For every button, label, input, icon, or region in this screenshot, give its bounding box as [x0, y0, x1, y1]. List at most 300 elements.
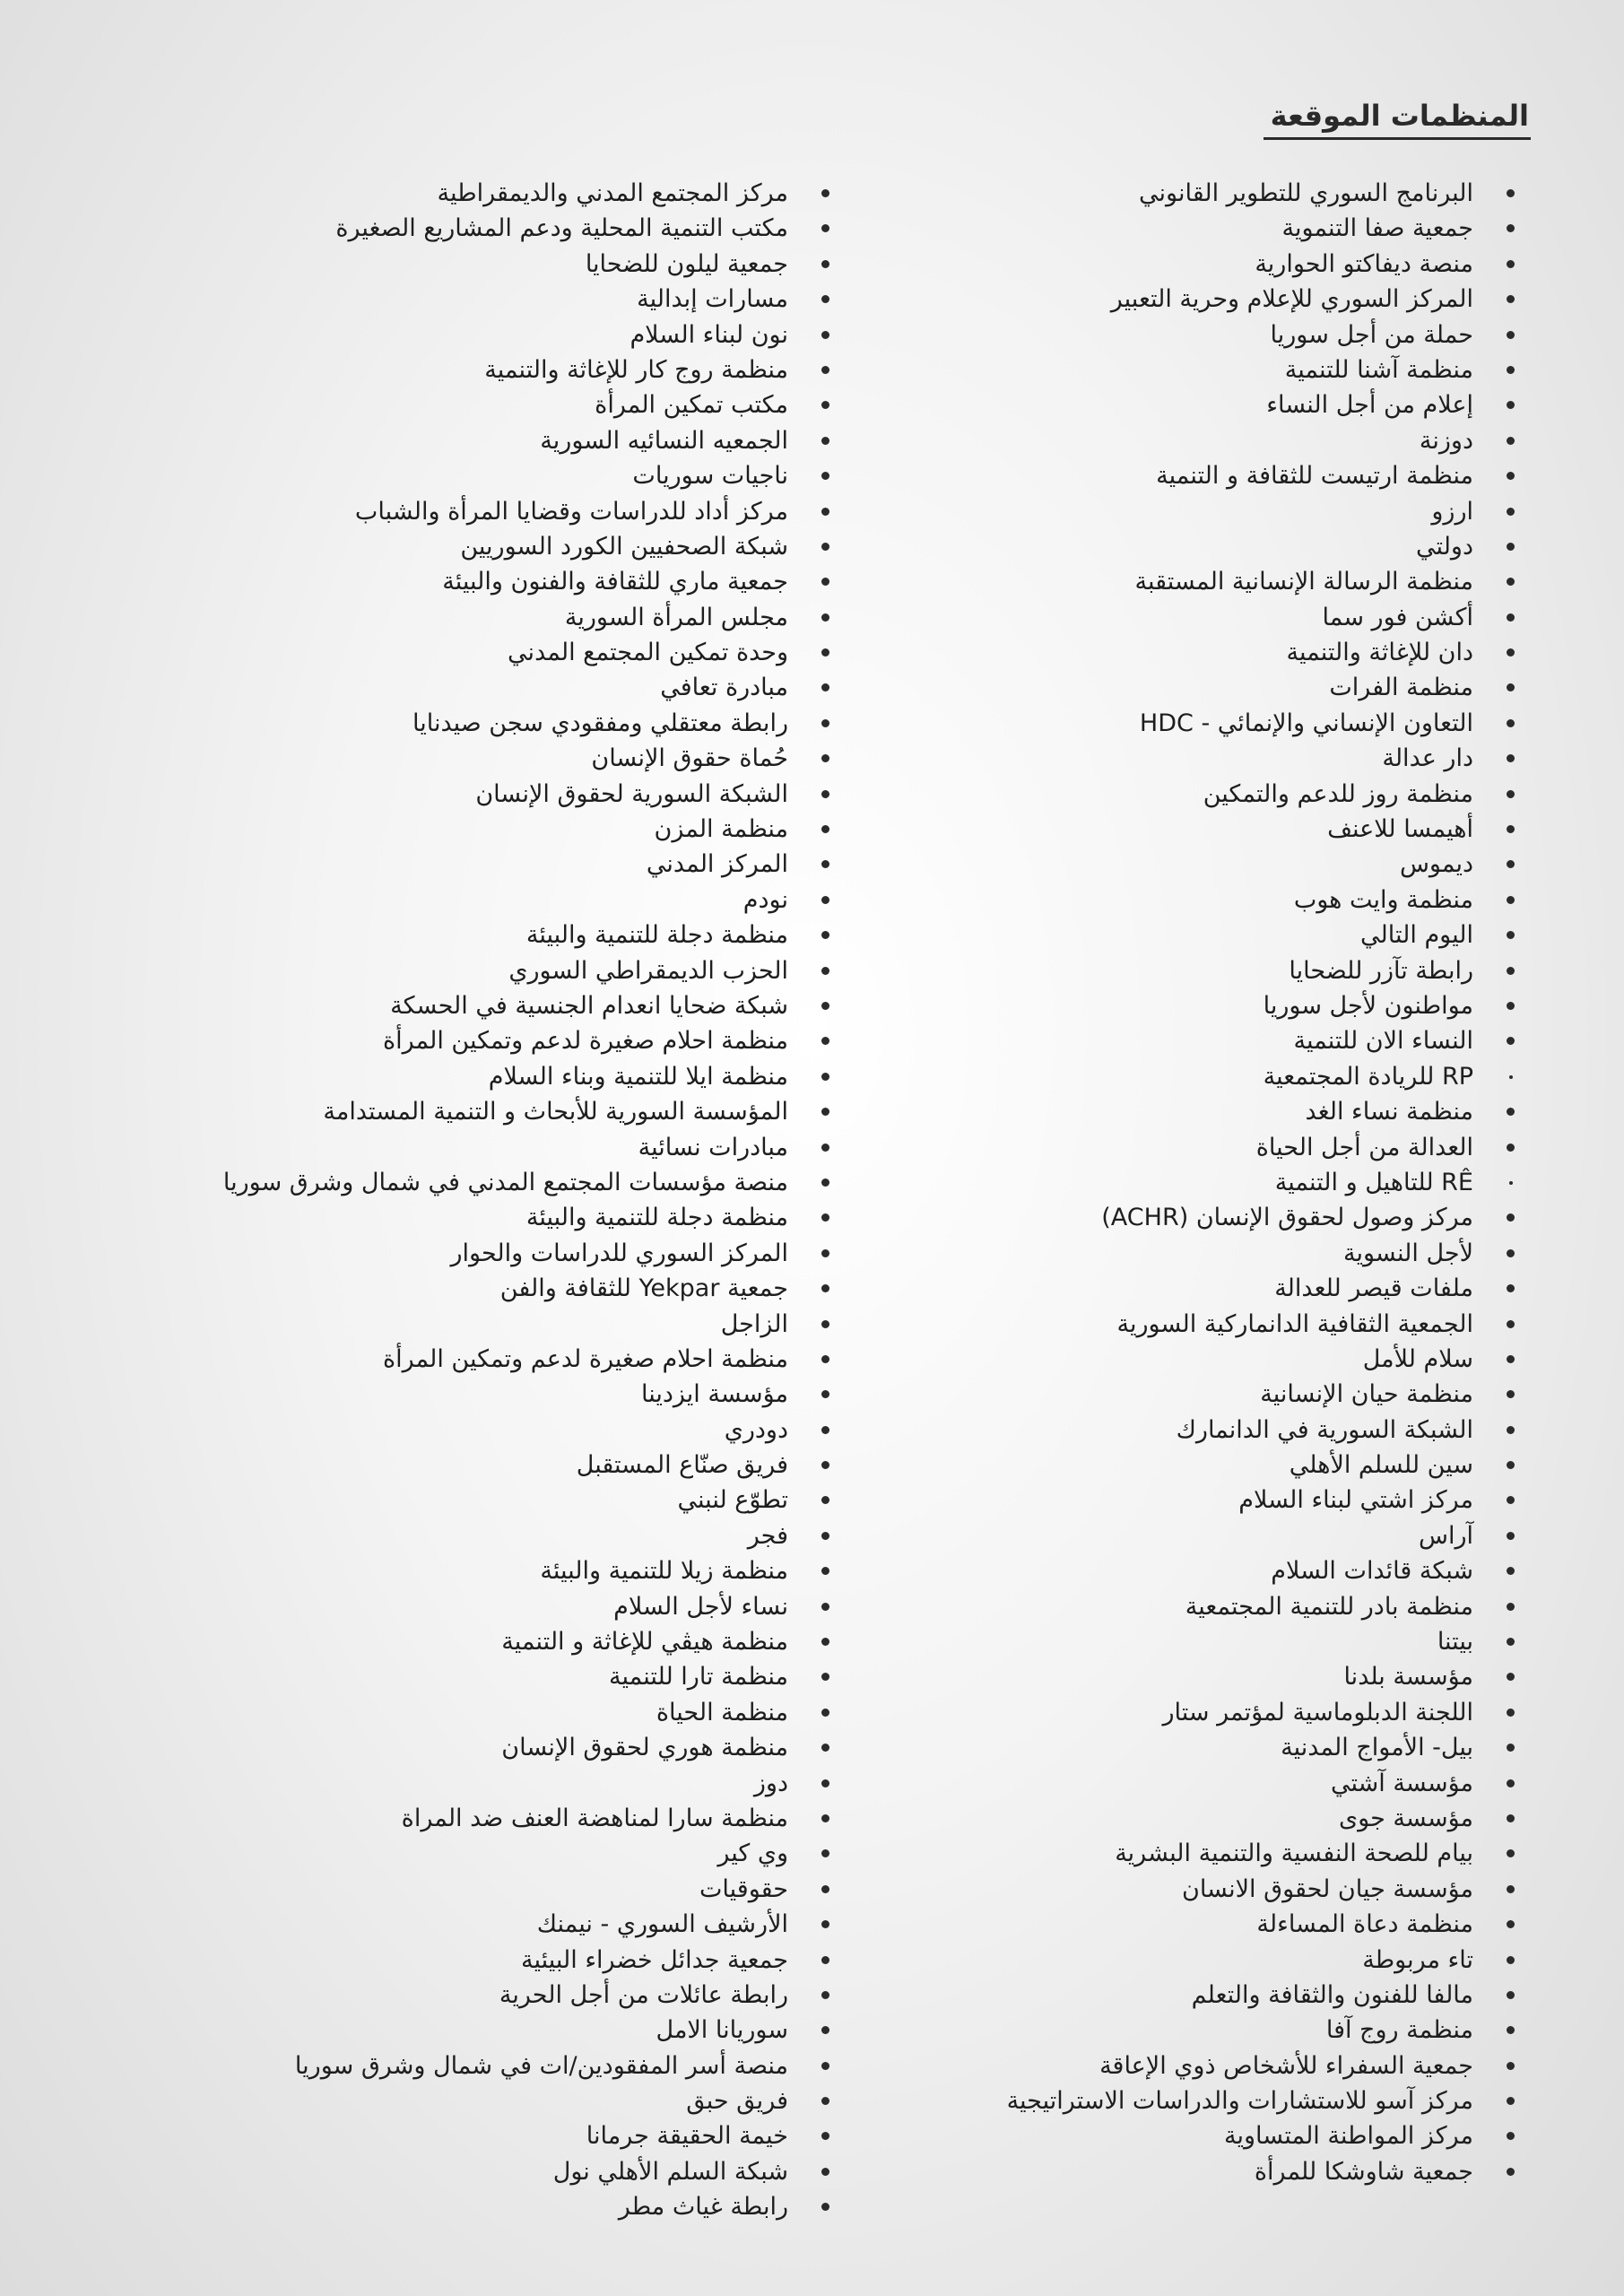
- organization-name: مكتب التنمية المحلية ودعم المشاريع الصغيرة: [335, 214, 788, 243]
- organization-name: بيتنا: [1437, 1628, 1473, 1657]
- organization-name: دوزنة: [1419, 426, 1473, 455]
- bullet-icon: [1509, 1075, 1513, 1079]
- list-item: [833, 387, 1515, 422]
- organization-name: منظمة احلام صغيرة لدعم وتمكين المرأة: [382, 1027, 788, 1056]
- bullet-icon: [821, 1779, 829, 1787]
- organization-name: منصة أسر المفقودين/ات في شمال وشرق سوريا: [294, 2051, 788, 2080]
- bullet-icon: [821, 1603, 829, 1611]
- bullet-icon: [821, 331, 829, 339]
- bullet-icon: [821, 1461, 829, 1469]
- list-item: [833, 423, 1515, 458]
- bullet-icon: [1507, 2026, 1515, 2034]
- list-item: [833, 211, 1515, 246]
- organization-name: آراس: [1418, 1521, 1473, 1550]
- bullet-icon: [821, 1037, 829, 1045]
- list-item: [148, 2118, 829, 2153]
- organization-name: منظمة المزن: [654, 815, 788, 844]
- organization-name: منظمة روج آفا: [1325, 2016, 1473, 2045]
- list-item: [833, 1023, 1515, 1058]
- list-item: [148, 1377, 829, 1412]
- organization-name: نساء لأجل السلام: [613, 1592, 788, 1621]
- list-item: [833, 494, 1515, 529]
- list-item: [833, 918, 1515, 952]
- list-item: [833, 2154, 1515, 2189]
- organization-name: منظمة احلام صغيرة لدعم وتمكين المرأة: [382, 1344, 788, 1373]
- list-item: [833, 1448, 1515, 1483]
- list-item: [148, 1200, 829, 1235]
- bullet-icon: [1507, 295, 1515, 303]
- bullet-icon: [821, 472, 829, 480]
- list-item: [148, 494, 829, 529]
- organization-name: مؤسسة جوى: [1339, 1804, 1473, 1832]
- bullet-icon: [821, 1673, 829, 1681]
- list-item: [148, 670, 829, 705]
- list-item: [148, 1978, 829, 2013]
- bullet-icon: [1507, 1426, 1515, 1434]
- bullet-icon: [1507, 860, 1515, 868]
- bullet-icon: [821, 1426, 829, 1434]
- organization-name: مركز آسو للاستشارات والدراسات الاستراتيجية: [1006, 2087, 1473, 2116]
- bullet-icon: [1507, 790, 1515, 798]
- organization-name: منصة مؤسسات المجتمع المدني في شمال وشرق سوريا: [222, 1168, 788, 1196]
- list-item: [833, 812, 1515, 847]
- bullet-icon: [1507, 1213, 1515, 1222]
- organization-name: مبادرات نسائية: [638, 1133, 788, 1161]
- list-item: [148, 741, 829, 776]
- bullet-icon: [1507, 967, 1515, 975]
- organization-name: مؤسسة آشتي: [1331, 1769, 1473, 1797]
- organization-name: مؤسسة جيان لحقوق الانسان: [1181, 1874, 1473, 1903]
- list-item: [833, 458, 1515, 493]
- organization-name: منظمة حيان الإنسانية: [1260, 1380, 1473, 1409]
- list-item: [833, 247, 1515, 282]
- organization-name: جمعية شاوشكا للمرأة: [1254, 2157, 1473, 2186]
- organization-name: منظمة زيلا للتنمية والبيئة: [540, 1557, 788, 1586]
- organization-name: المركز السوري للإعلام وحرية التعبير: [1110, 285, 1473, 314]
- bullet-icon: [821, 1991, 829, 1999]
- list-item: [148, 600, 829, 635]
- list-item: [148, 1907, 829, 1942]
- organization-name: منظمة وايت هوب: [1293, 885, 1473, 914]
- bullet-icon: [821, 578, 829, 586]
- list-item: [833, 2083, 1515, 2118]
- list-item: [148, 1730, 829, 1765]
- bullet-icon: [821, 2203, 829, 2211]
- bullet-icon: [821, 1920, 829, 1928]
- list-item: [148, 423, 829, 458]
- organization-name: منظمة تارا للتنمية: [609, 1663, 788, 1692]
- list-item: [833, 1801, 1515, 1836]
- list-item: [833, 529, 1515, 564]
- bullet-icon: [1507, 1920, 1515, 1928]
- organization-name: أهيمسا للاعنف: [1327, 815, 1473, 844]
- organization-name: نودم: [743, 885, 788, 914]
- list-item: [148, 176, 829, 211]
- bullet-icon: [1507, 1002, 1515, 1010]
- bullet-icon: [1507, 578, 1515, 586]
- organization-name: لأجل النسوية: [1342, 1239, 1473, 1267]
- list-item: [833, 1836, 1515, 1871]
- bullet-icon: [1507, 648, 1515, 657]
- bullet-icon: [821, 1390, 829, 1398]
- organization-name: شبكة السلم الأهلي نول: [552, 2157, 788, 2186]
- list-item: [148, 847, 829, 882]
- organization-name: منظمة دجلة للتنمية والبيئة: [525, 1204, 788, 1232]
- organization-name: فجر: [747, 1521, 788, 1550]
- bullet-icon: [1507, 2097, 1515, 2105]
- bullet-icon: [821, 1144, 829, 1152]
- list-item: [833, 564, 1515, 599]
- list-item: [148, 1342, 829, 1377]
- organization-name: بيل- الأمواج المدنية: [1281, 1734, 1473, 1762]
- bullet-icon: [821, 1213, 829, 1222]
- bullet-icon: [821, 1814, 829, 1822]
- list-item: [148, 1836, 829, 1871]
- organization-name: منظمة بادر للتنمية المجتمعية: [1185, 1592, 1473, 1621]
- bullet-icon: [1507, 1814, 1515, 1822]
- organization-name: منظمة روج كار للإغاثة والتنمية: [484, 355, 788, 384]
- list-item: [833, 1236, 1515, 1271]
- bullet-icon: [821, 437, 829, 445]
- organization-name: جمعية صفا التنموية: [1281, 214, 1473, 243]
- organization-name: تاء مربوطة: [1362, 1945, 1473, 1974]
- bullet-icon: [1507, 1709, 1515, 1717]
- bullet-icon: [821, 1355, 829, 1363]
- list-item: [833, 1659, 1515, 1694]
- organization-name: فريق حبق: [686, 2087, 788, 2116]
- list-item: [148, 2083, 829, 2118]
- list-item: [833, 1943, 1515, 1978]
- organization-name: اليوم التالي: [1360, 921, 1473, 950]
- organization-name: الجمعيه النسائيه السورية: [540, 426, 788, 455]
- organization-name: منظمة نساء الغد: [1305, 1098, 1473, 1126]
- list-item: [833, 847, 1515, 882]
- bullet-icon: [821, 1849, 829, 1857]
- organization-name: مركز اشتي لبناء السلام: [1238, 1486, 1473, 1515]
- bullet-icon: [821, 224, 829, 232]
- bullet-icon: [1507, 2132, 1515, 2140]
- bullet-icon: [1507, 1108, 1515, 1116]
- organization-name: دوز: [753, 1769, 788, 1797]
- organization-name: تطوّع لنبني: [677, 1486, 788, 1515]
- list-item: [148, 1589, 829, 1624]
- bullet-icon: [821, 896, 829, 904]
- list-item: [148, 458, 829, 493]
- organization-name: دار عدالة: [1382, 744, 1473, 773]
- bullet-icon: [1507, 437, 1515, 445]
- organization-name: بيام للصحة النفسية والتنمية البشرية: [1115, 1839, 1473, 1868]
- list-item: [833, 1872, 1515, 1907]
- list-item: [833, 1094, 1515, 1129]
- bullet-icon: [1507, 401, 1515, 409]
- list-item: [833, 1624, 1515, 1659]
- bullet-icon: [821, 1178, 829, 1187]
- organization-name: إعلام من أجل النساء: [1266, 391, 1473, 420]
- bullet-icon: [1507, 1284, 1515, 1292]
- bullet-icon: [821, 1744, 829, 1752]
- organization-name: سين للسلم الأهلي: [1289, 1451, 1473, 1480]
- bullet-icon: [821, 1532, 829, 1540]
- organization-name: مؤسسة بلدنا: [1343, 1663, 1473, 1692]
- list-item: [148, 1766, 829, 1801]
- bullet-icon: [1507, 754, 1515, 762]
- organization-name: جمعية السفراء للأشخاص ذوي الإعاقة: [1099, 2051, 1473, 2080]
- list-item: [148, 988, 829, 1023]
- organization-name: الشبكة السورية لحقوق الإنسان: [475, 779, 788, 808]
- list-item: [833, 1130, 1515, 1165]
- bullet-icon: [821, 1284, 829, 1292]
- organization-name: المؤسسة السورية للأبحاث و التنمية المستدامة: [323, 1098, 788, 1126]
- organization-name: ارزو: [1431, 497, 1473, 526]
- bullet-icon: [821, 2097, 829, 2105]
- organization-name: RÊ للتاهيل و التنمية: [1274, 1168, 1473, 1196]
- list-item: [148, 1094, 829, 1129]
- organization-name: سوريانا الامل: [656, 2016, 788, 2045]
- organization-name: منظمة الرسالة الإنسانية المستقبة: [1134, 568, 1473, 596]
- organization-name: منظمة الفرات: [1329, 674, 1473, 702]
- bullet-icon: [821, 366, 829, 374]
- list-item: [148, 777, 829, 812]
- bullet-icon: [821, 260, 829, 268]
- list-item: [833, 1695, 1515, 1730]
- bullet-icon: [1507, 2062, 1515, 2070]
- list-item: [148, 1059, 829, 1094]
- list-item: [148, 1413, 829, 1448]
- bullet-icon: [1507, 1249, 1515, 1257]
- organization-name: مركز المجتمع المدني والديمقراطية: [437, 179, 788, 207]
- bullet-icon: [821, 2026, 829, 2034]
- organization-name: رابطة غياث مطر: [618, 2193, 788, 2222]
- list-item: [148, 1165, 829, 1200]
- bullet-icon: [821, 401, 829, 409]
- organization-name: شبكة الصحفيين الكورد السوريين: [460, 532, 788, 561]
- organization-name: الجمعية الثقافية الدانماركية السورية: [1116, 1309, 1473, 1338]
- bullet-icon: [1507, 931, 1515, 939]
- bullet-icon: [1507, 1390, 1515, 1398]
- list-item: [833, 1518, 1515, 1553]
- list-item: [833, 1483, 1515, 1518]
- organization-name: المركز المدني: [646, 850, 788, 879]
- bullet-icon: [821, 1002, 829, 1010]
- organization-name: التعاون الإنساني والإنمائي - HDC: [1139, 709, 1473, 737]
- bullet-icon: [821, 1320, 829, 1328]
- list-item: [833, 1413, 1515, 1448]
- organization-name: حُماة حقوق الإنسان: [591, 744, 788, 773]
- list-item: [833, 777, 1515, 812]
- bullet-icon: [1507, 1956, 1515, 1964]
- bullet-icon: [821, 189, 829, 197]
- organization-name: شبكة قائدات السلام: [1271, 1557, 1473, 1586]
- organization-name: ناجيات سوريات: [632, 462, 788, 491]
- list-item: [833, 883, 1515, 918]
- bullet-icon: [821, 543, 829, 551]
- bullet-icon: [1507, 543, 1515, 551]
- bullet-icon: [1507, 472, 1515, 480]
- list-item: [148, 564, 829, 599]
- bullet-icon: [1507, 1496, 1515, 1504]
- bullet-icon: [821, 1885, 829, 1893]
- bullet-icon: [1507, 825, 1515, 833]
- bullet-icon: [1507, 1144, 1515, 1152]
- list-item: [833, 1377, 1515, 1412]
- list-item: [148, 1483, 829, 1518]
- bullet-icon: [1507, 1779, 1515, 1787]
- list-item: [148, 282, 829, 317]
- list-item: [148, 1553, 829, 1588]
- bullet-icon: [1507, 189, 1515, 197]
- bullet-icon: [821, 1108, 829, 1116]
- organization-name: منظمة دجلة للتنمية والبيئة: [525, 921, 788, 950]
- organization-name: مجلس المرأة السورية: [564, 603, 788, 631]
- organization-name: شبكة ضحايا انعدام الجنسية في الحسكة: [390, 991, 788, 1020]
- organization-name: العدالة من أجل الحياة: [1255, 1133, 1473, 1161]
- bullet-icon: [821, 1709, 829, 1717]
- bullet-icon: [1507, 719, 1515, 727]
- bullet-icon: [821, 719, 829, 727]
- organization-name: مبادرة تعافي: [660, 674, 788, 702]
- list-item: [833, 988, 1515, 1023]
- organization-name: وحدة تمكين المجتمع المدني: [508, 639, 788, 667]
- list-item: [148, 387, 829, 422]
- bullet-icon: [1507, 1744, 1515, 1752]
- bullet-icon: [821, 1956, 829, 1964]
- list-item: [833, 1978, 1515, 2013]
- organization-name: فريق صنّاع المستقبل: [576, 1451, 788, 1480]
- organization-name: ديموس: [1399, 850, 1473, 879]
- list-item: [148, 1518, 829, 1553]
- organization-name: النساء الان للتنمية: [1293, 1027, 1473, 1056]
- list-item: [833, 2118, 1515, 2153]
- list-item: [833, 1907, 1515, 1942]
- bullet-icon: [821, 683, 829, 691]
- list-item: [148, 1695, 829, 1730]
- organization-name: خيمة الحقيقة جرمانا: [586, 2122, 788, 2151]
- list-item: [148, 1307, 829, 1342]
- organization-name: البرنامج السوري للتطوير القانوني: [1138, 179, 1473, 207]
- organization-name: منظمة روز للدعم والتمكين: [1203, 779, 1473, 808]
- bullet-icon: [1507, 1991, 1515, 1999]
- organization-name: منظمة آشنا للتنمية: [1284, 355, 1473, 384]
- bullet-icon: [1507, 2168, 1515, 2176]
- bullet-icon: [1507, 224, 1515, 232]
- bullet-icon: [1507, 1037, 1515, 1045]
- list-item: [833, 1059, 1515, 1094]
- bullet-icon: [1507, 508, 1515, 516]
- organization-name: جمعية Yekpar للثقافة والفن: [499, 1274, 788, 1303]
- list-item: [833, 635, 1515, 670]
- list-item: [833, 282, 1515, 317]
- list-item: [833, 670, 1515, 705]
- list-item: [148, 1659, 829, 1694]
- list-item: [148, 2189, 829, 2224]
- list-item: [148, 2154, 829, 2189]
- bullet-icon: [1507, 1849, 1515, 1857]
- organization-name: رابطة عائلات من أجل الحرية: [499, 1980, 788, 2009]
- organization-name: منظمة هيڤي للإغاثة و التنمية: [501, 1628, 788, 1657]
- list-item: [148, 883, 829, 918]
- bullet-icon: [821, 648, 829, 657]
- bullet-icon: [1507, 1355, 1515, 1363]
- organization-name: منظمة سارا لمناهضة العنف ضد المراة: [401, 1804, 788, 1832]
- organization-name: ملفات قيصر للعدالة: [1274, 1274, 1473, 1303]
- bullet-icon: [821, 295, 829, 303]
- bullet-icon: [1507, 260, 1515, 268]
- list-item: [148, 352, 829, 387]
- list-item: [148, 317, 829, 352]
- organization-name: حقوقيات: [699, 1874, 788, 1903]
- organization-name: مركز المواطنة المتساوية: [1223, 2122, 1473, 2151]
- organization-name: جمعية ماري للثقافة والفنون والبيئة: [442, 568, 788, 596]
- list-item: [833, 352, 1515, 387]
- bullet-icon: [1507, 1320, 1515, 1328]
- bullet-icon: [1507, 1532, 1515, 1540]
- list-item: [833, 1342, 1515, 1377]
- bullet-icon: [821, 967, 829, 975]
- list-item: [833, 953, 1515, 988]
- list-item: [148, 1271, 829, 1306]
- list-item: [148, 1448, 829, 1483]
- list-item: [148, 1624, 829, 1659]
- list-item: [833, 600, 1515, 635]
- list-item: [833, 1271, 1515, 1306]
- bullet-icon: [1507, 613, 1515, 622]
- organization-name: مركز وصول لحقوق الإنسان (ACHR): [1101, 1204, 1473, 1232]
- organization-name: الأرشيف السوري - نيمنك: [536, 1910, 788, 1939]
- organization-name: رابطة معتقلي ومفقودي سجن صيدنايا: [412, 709, 788, 737]
- list-item: [833, 1307, 1515, 1342]
- list-item: [148, 1872, 829, 1907]
- list-item: [148, 2013, 829, 2048]
- bullet-icon: [821, 1496, 829, 1504]
- list-item: [833, 741, 1515, 776]
- bullet-icon: [1507, 1638, 1515, 1646]
- organization-name: سلام للأمل: [1362, 1344, 1473, 1373]
- list-item: [148, 2048, 829, 2083]
- bullet-icon: [821, 2168, 829, 2176]
- organization-name: جمعية جدائل خضراء البيئية: [520, 1945, 788, 1974]
- bullet-icon: [1507, 331, 1515, 339]
- bullet-icon: [1507, 896, 1515, 904]
- bullet-icon: [1507, 366, 1515, 374]
- organization-name: مركز أداد للدراسات وقضايا المرأة والشباب: [354, 497, 788, 526]
- page-title: المنظمات الموقعة: [1264, 100, 1531, 140]
- bullet-icon: [1507, 683, 1515, 691]
- list-item: [833, 1766, 1515, 1801]
- bullet-icon: [821, 860, 829, 868]
- bullet-icon: [1507, 1673, 1515, 1681]
- list-item: [148, 953, 829, 988]
- organization-name: الحزب الديمقراطي السوري: [508, 956, 788, 985]
- bullet-icon: [821, 2062, 829, 2070]
- bullet-icon: [821, 1567, 829, 1575]
- bullet-icon: [821, 2132, 829, 2140]
- bullet-icon: [821, 508, 829, 516]
- organization-name: وي كير: [717, 1839, 788, 1868]
- organization-name: منصة ديفاكتو الحوارية: [1255, 249, 1473, 278]
- organization-name: منظمة هوري لحقوق الإنسان: [501, 1734, 788, 1762]
- list-item: [148, 706, 829, 741]
- organization-name: مؤسسة ايزدينا: [640, 1380, 788, 1409]
- organization-name: منظمة ايلا للتنمية وبناء السلام: [488, 1062, 788, 1091]
- bullet-icon: [821, 931, 829, 939]
- organization-name: المركز السوري للدراسات والحوار: [450, 1239, 788, 1267]
- list-item: [148, 1236, 829, 1271]
- organizations-list-left: [148, 176, 829, 2225]
- list-item: [833, 2013, 1515, 2048]
- organization-name: منظمة ارتيست للثقافة و التنمية: [1156, 462, 1473, 491]
- list-item: [833, 317, 1515, 352]
- organization-name: مالفا للفنون والثقافة والتعلم: [1191, 1980, 1473, 2009]
